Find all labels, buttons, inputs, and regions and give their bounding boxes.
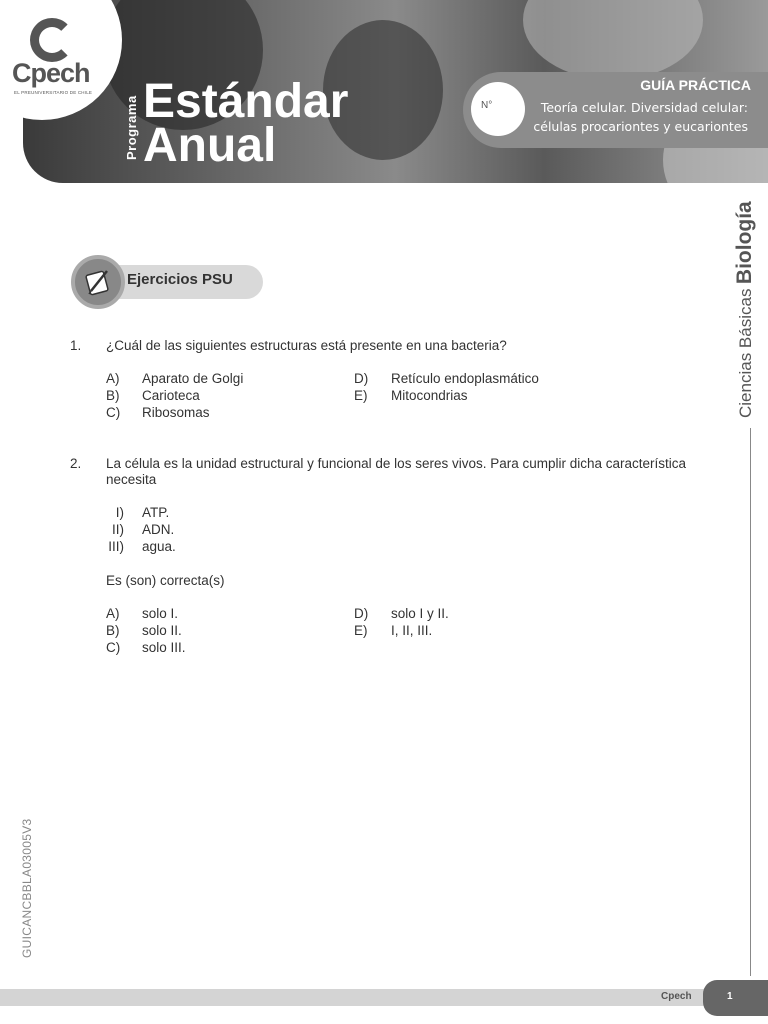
section-title: Ejercicios PSU	[127, 271, 233, 288]
option-text: Carioteca	[142, 388, 200, 403]
statement-numeral: III)	[108, 539, 124, 554]
option-letter: E)	[354, 388, 368, 403]
option-text: solo I y II.	[391, 606, 449, 621]
subject-area: Ciencias Básicas	[736, 288, 755, 418]
option-letter: B)	[106, 388, 120, 403]
statement-text: agua.	[142, 539, 176, 554]
guide-topic-line1: Teoría celular. Diversidad celular:	[540, 100, 748, 115]
guide-number-field: N°	[471, 82, 525, 136]
logo-text: Cpech	[12, 58, 90, 88]
option-letter: C)	[106, 640, 121, 655]
side-divider	[750, 428, 751, 976]
option-letter: B)	[106, 623, 120, 638]
option-letter: A)	[106, 606, 120, 621]
footer-brand: Cpech	[661, 991, 692, 1002]
option-text: Ribosomas	[142, 405, 210, 420]
question-number: 1.	[70, 338, 82, 353]
statement-text: ATP.	[142, 505, 170, 520]
question-stem-line1: La célula es la unidad estructural y funcional de los seres vivos. Para cumplir dicha característica	[106, 456, 687, 471]
banner-decoration	[523, 0, 703, 80]
option-letter: E)	[354, 623, 368, 638]
logo-subtitle: EL PREUNIVERSITARIO DE CHILE	[14, 90, 93, 95]
guide-type: GUÍA PRÁCTICA	[640, 77, 751, 93]
option-text: Aparato de Golgi	[142, 371, 244, 386]
option-letter: A)	[106, 371, 120, 386]
statement-numeral: I)	[115, 505, 124, 520]
program-title-line2: Anual	[143, 119, 277, 172]
option-letter: C)	[106, 405, 121, 420]
footer-bar	[0, 989, 768, 1006]
document-code: GUICANCBBLA03005V3	[20, 818, 34, 958]
notepad-pencil-icon	[71, 255, 125, 309]
subject-label	[733, 201, 757, 418]
option-text: Mitocondrias	[391, 388, 468, 403]
program-title-line1: Estándar	[143, 75, 349, 128]
page-number: 1	[703, 980, 768, 1016]
guide-topic-line2: células procariontes y eucariontes	[533, 119, 748, 134]
option-text: solo I.	[142, 606, 179, 621]
subject-name: Biología	[733, 201, 756, 285]
guide-topic	[533, 98, 748, 136]
option-text: solo II.	[142, 623, 182, 638]
option-text: I, II, III.	[391, 623, 433, 638]
question-number: 2.	[70, 456, 82, 471]
option-text: solo III.	[142, 640, 186, 655]
question-stem-line2: necesita	[106, 472, 157, 487]
option-letter: D)	[354, 606, 369, 621]
option-text: Retículo endoplasmático	[391, 371, 539, 386]
cpech-logo-icon	[30, 18, 74, 62]
question-stem: ¿Cuál de las siguientes estructuras está presente en una bacteria?	[106, 338, 507, 353]
statement-text: ADN.	[142, 522, 175, 537]
program-label: Programa	[124, 95, 139, 160]
option-letter: D)	[354, 371, 369, 386]
statement-numeral: II)	[112, 522, 124, 537]
question-prompt: Es (son) correcta(s)	[106, 573, 225, 588]
